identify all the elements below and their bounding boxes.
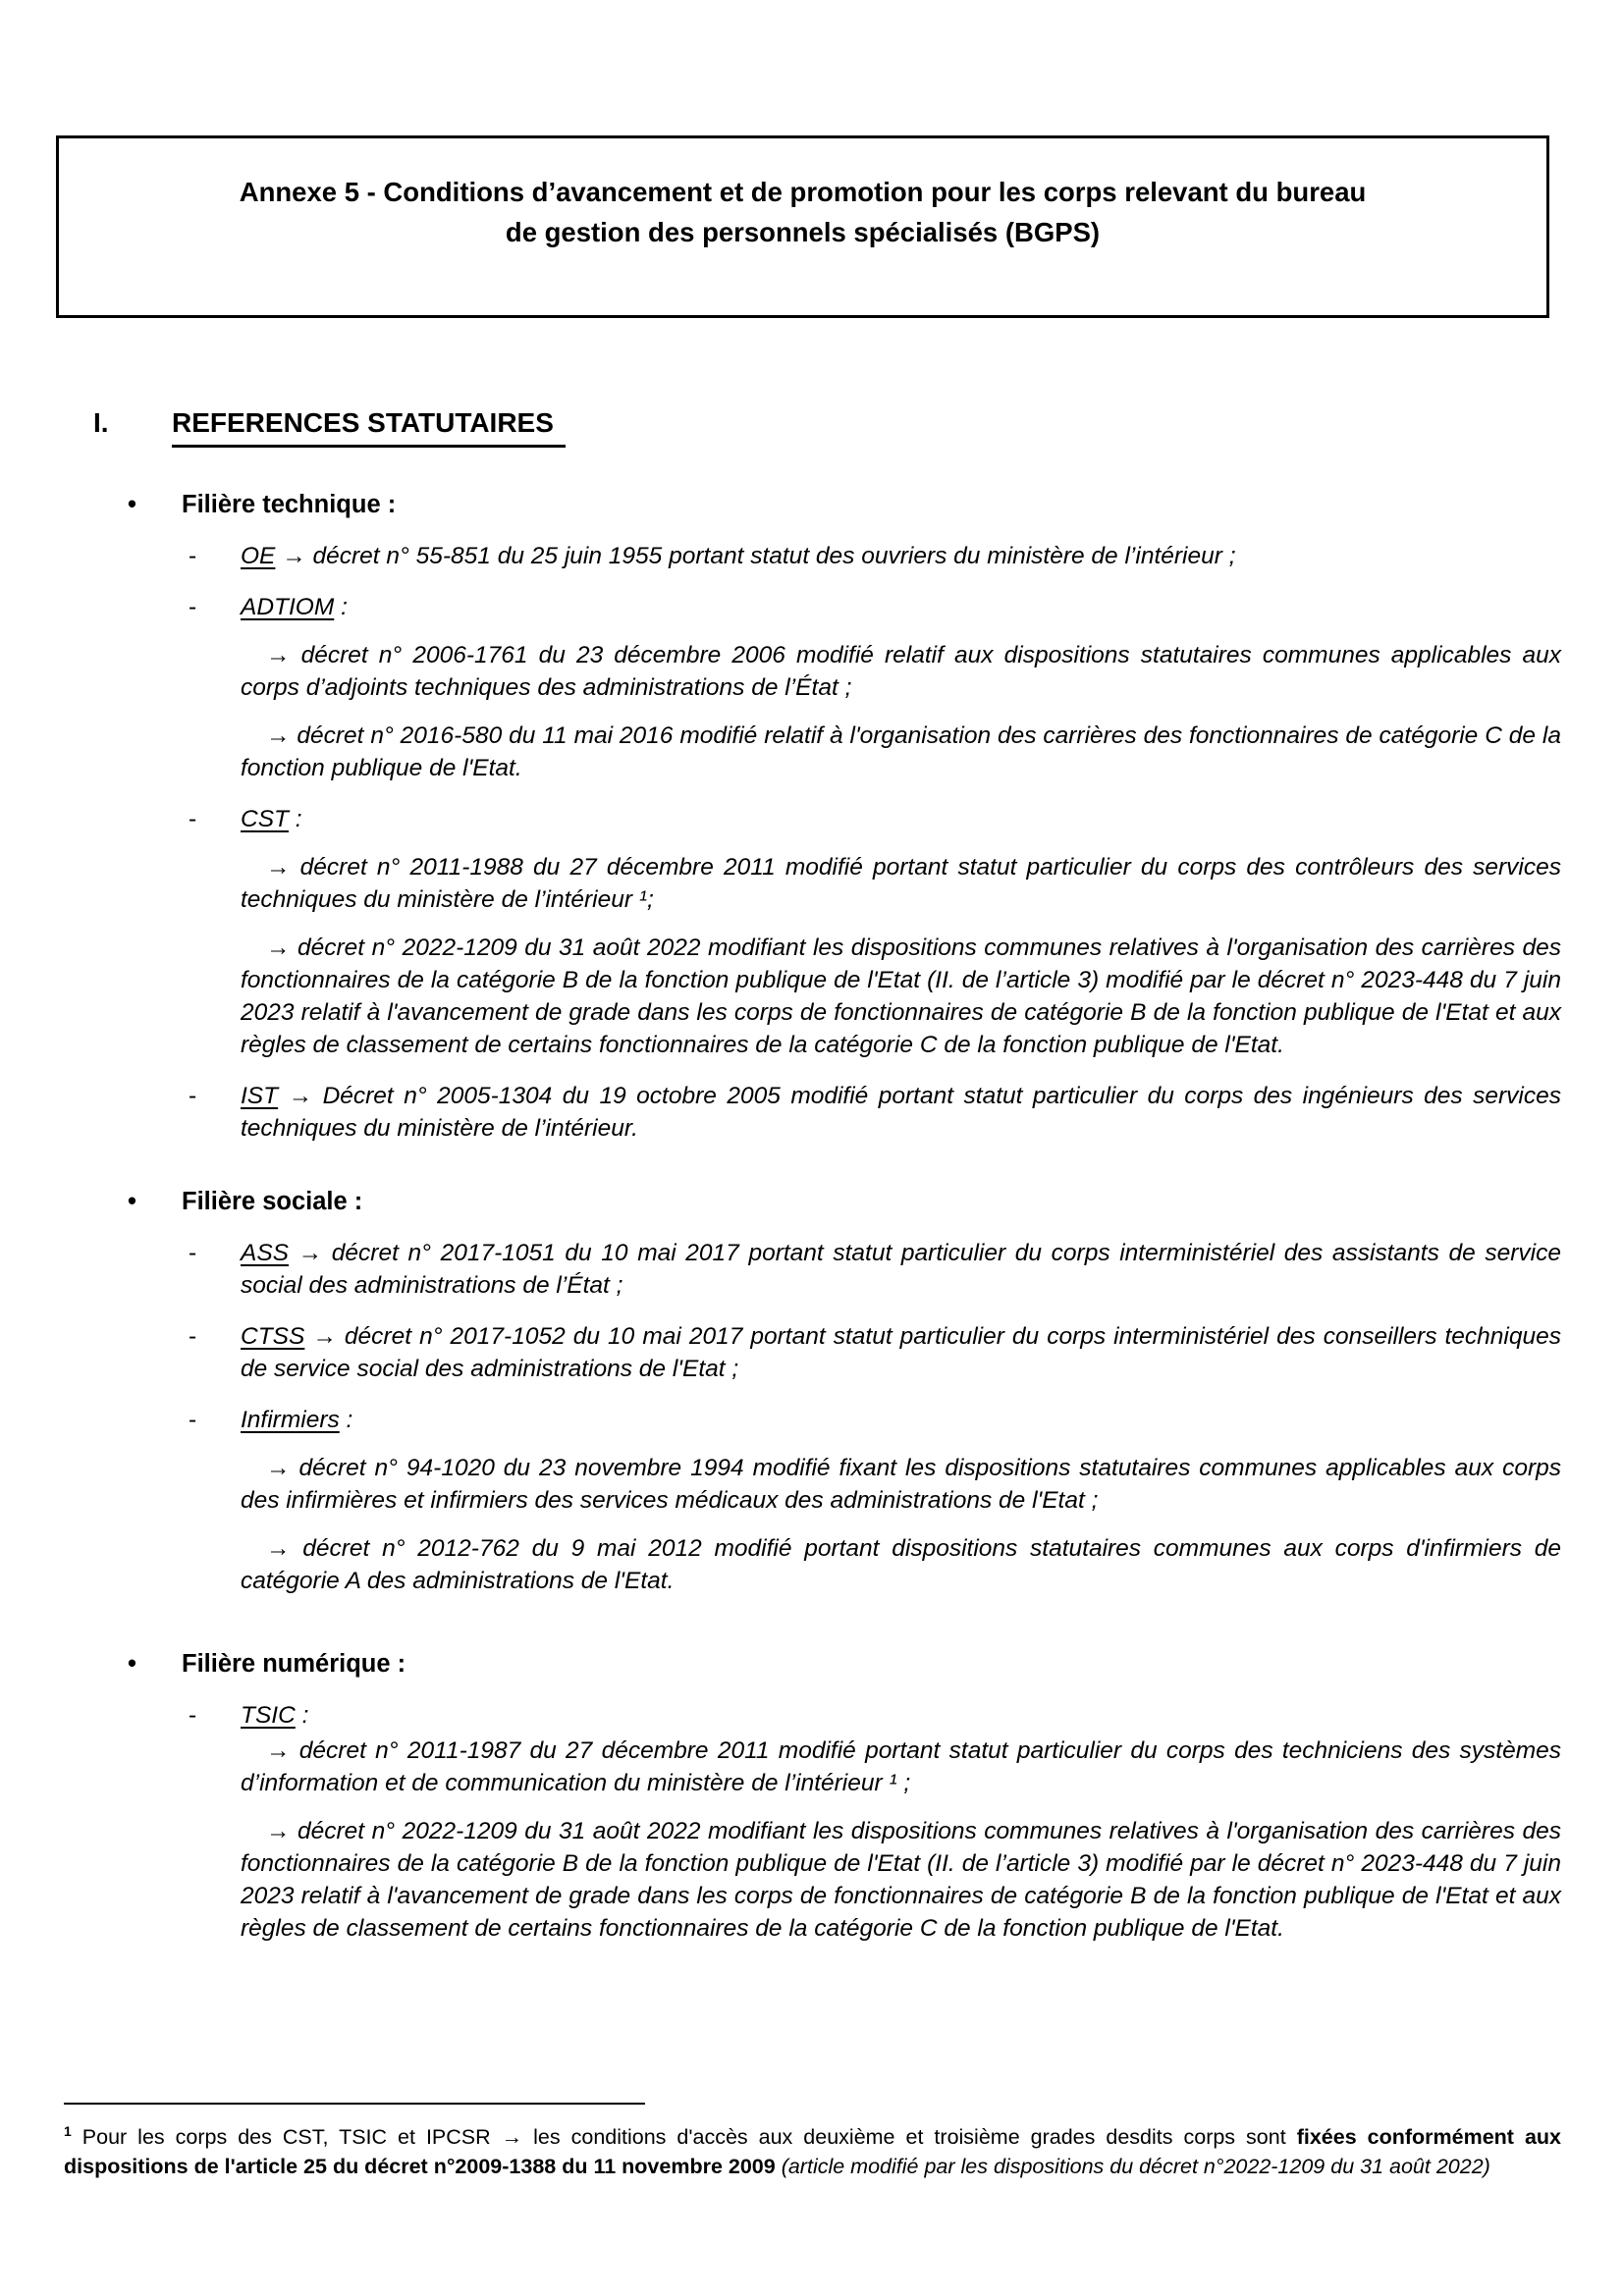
bullet-icon: •	[128, 1650, 136, 1678]
dash-icon: -	[189, 543, 197, 569]
term-ass: ASS	[241, 1240, 290, 1266]
item-body	[241, 1404, 1561, 1436]
footnote-text	[64, 2116, 1561, 2181]
filiere-technique-label: Filière technique :	[182, 491, 397, 518]
dash-icon: -	[189, 594, 197, 620]
term-oe: OE	[241, 543, 276, 569]
footnote-italic-text: (article modifié par les dispositions du décret n°2022-1209 du 31 août 2022)	[781, 2155, 1490, 2179]
item-text-ctss: → décret n° 2017-1052 du 10 mai 2017 portant statut particulier du corps interministériel des conseillers techniques de service social des administrations de l'Etat ;	[241, 1323, 1561, 1382]
dash-icon: -	[189, 1240, 197, 1266]
item-body	[241, 540, 1561, 572]
term-colon: :	[295, 1702, 309, 1729]
item-body	[241, 1080, 1561, 1145]
term-infirmiers: Infirmiers	[241, 1407, 340, 1433]
term-cst: CST	[241, 806, 289, 832]
filiere-numerique-label: Filière numérique :	[182, 1650, 406, 1678]
filiere-sociale-heading	[64, 1186, 1561, 1218]
list-item-ass	[64, 1237, 1561, 1302]
paragraph-tsic-1: → décret n° 2011-1987 du 27 décembre 2011 modifié portant statut particulier du corps des techniciens des systèmes d’information et de communication du ministère de l’intérieur ¹ ;	[241, 1737, 1561, 1796]
item-body	[241, 1237, 1561, 1302]
section-numeral: I.	[93, 407, 109, 438]
footnote	[64, 2103, 1561, 2181]
list-item-adtiom	[64, 591, 1561, 623]
filiere-technique-heading	[64, 489, 1561, 521]
paragraph-cst-1: → décret n° 2011-1988 du 27 décembre 2011 modifié portant statut particulier du corps des contrôleurs des services techniques du ministère de l’intérieur ¹;	[241, 854, 1561, 913]
dash-icon: -	[189, 1702, 197, 1729]
dash-icon: -	[189, 1407, 197, 1433]
bullet-icon: •	[128, 1188, 136, 1215]
list-item-infirmiers	[64, 1404, 1561, 1436]
item-body	[241, 591, 1561, 623]
term-tsic: TSIC	[241, 1702, 296, 1729]
item-body	[241, 1320, 1561, 1385]
paragraph-cst-2: → décret n° 2022-1209 du 31 août 2022 modifiant les dispositions communes relatives à l'organisation des carrières des fonctionnaires de la catégorie B de la fonction publique de l'Etat (II. de l’article 3) modifié par le décret n° 2023-448 du 7 juin 2023 relatif à l'avancement de grade dans les corps de fonctionnaires de catégorie B de la fonction publique de l'Etat et aux règles de classement de certains fonctionnaires de la catégorie C de la fonction publique de l'Etat.	[241, 934, 1561, 1058]
dash-icon: -	[189, 806, 197, 832]
term-ctss: CTSS	[241, 1323, 305, 1350]
item-body	[241, 1699, 1561, 1732]
term-colon: :	[289, 806, 302, 832]
title-box	[56, 135, 1549, 318]
document-title-line-2: de gestion des personnels spécialisés (BGPS)	[505, 217, 1101, 247]
item-body	[241, 803, 1561, 835]
term-adtiom: ADTIOM	[241, 594, 335, 620]
item-text-ass: → décret n° 2017-1051 du 10 mai 2017 portant statut particulier du corps interministériel des assistants de service social des administrations de l’État ;	[241, 1240, 1561, 1299]
list-item-tsic	[64, 1699, 1561, 1732]
document-title-line-1: Annexe 5 - Conditions d’avancement et de promotion pour les corps relevant du bureau	[239, 177, 1367, 207]
list-item-oe	[64, 540, 1561, 572]
dash-icon: -	[189, 1083, 197, 1109]
list-item-cst	[64, 803, 1561, 835]
section-title: REFERENCES STATUTAIRES	[172, 406, 566, 448]
filiere-numerique-heading	[64, 1648, 1561, 1681]
term-colon: :	[339, 1407, 353, 1433]
paragraph-infirmiers-2: → décret n° 2012-762 du 9 mai 2012 modifié portant dispositions statutaires communes aux corps d'infirmiers de catégorie A des administrations de l'Etat.	[241, 1535, 1561, 1594]
bullet-icon: •	[128, 491, 136, 518]
paragraph-tsic-2: → décret n° 2022-1209 du 31 août 2022 modifiant les dispositions communes relatives à l'organisation des carrières des fonctionnaires de la catégorie B de la fonction publique de l'Etat (II. de l’article 3) modifié par le décret n° 2023-448 du 7 juin 2023 relatif à l'avancement de grade dans les corps de fonctionnaires de catégorie B de la fonction publique de l'Etat et aux règles de classement de certains fonctionnaires de la catégorie C de la fonction publique de l'Etat.	[241, 1818, 1561, 1942]
section-heading	[64, 406, 1561, 448]
footnote-marker: 1	[64, 2123, 72, 2139]
term-ist: IST	[241, 1083, 279, 1109]
paragraph-infirmiers-1: → décret n° 94-1020 du 23 novembre 1994 modifié fixant les dispositions statutaires communes applicables aux corps des infirmières et infirmiers des services médicaux des administrations de l'Etat ;	[241, 1455, 1561, 1514]
term-colon: :	[334, 594, 348, 620]
filiere-sociale-label: Filière sociale :	[182, 1188, 363, 1215]
paragraph-adtiom-1: → décret n° 2006-1761 du 23 décembre 2006 modifié relatif aux dispositions statutaires communes applicables aux corps d’adjoints techniques des administrations de l’État ;	[241, 642, 1561, 701]
footnote-regular-text: Pour les corps des CST, TSIC et IPCSR → les conditions d'accès aux deuxième et troisième grades desdits corps sont	[71, 2125, 1297, 2150]
item-text-ist: → Décret n° 2005-1304 du 19 octobre 2005 modifié portant statut particulier du corps des ingénieurs des services techniques du ministère de l’intérieur.	[241, 1083, 1561, 1142]
footnote-bold-text: fixées conformément aux dispositions de l'article 25 du décret n°2009-1388 du 11 novembre 2009	[64, 2125, 1562, 2179]
dash-icon: -	[189, 1323, 197, 1350]
footnote-divider	[64, 2103, 645, 2105]
paragraph-adtiom-2: → décret n° 2016-580 du 11 mai 2016 modifié relatif à l'organisation des carrières des fonctionnaires de catégorie C de la fonction publique de l'Etat.	[241, 722, 1561, 781]
list-item-ist	[64, 1080, 1561, 1145]
list-item-ctss	[64, 1320, 1561, 1385]
item-text-oe: → décret n° 55-851 du 25 juin 1955 portant statut des ouvriers du ministère de l’intérieur ;	[275, 543, 1236, 569]
